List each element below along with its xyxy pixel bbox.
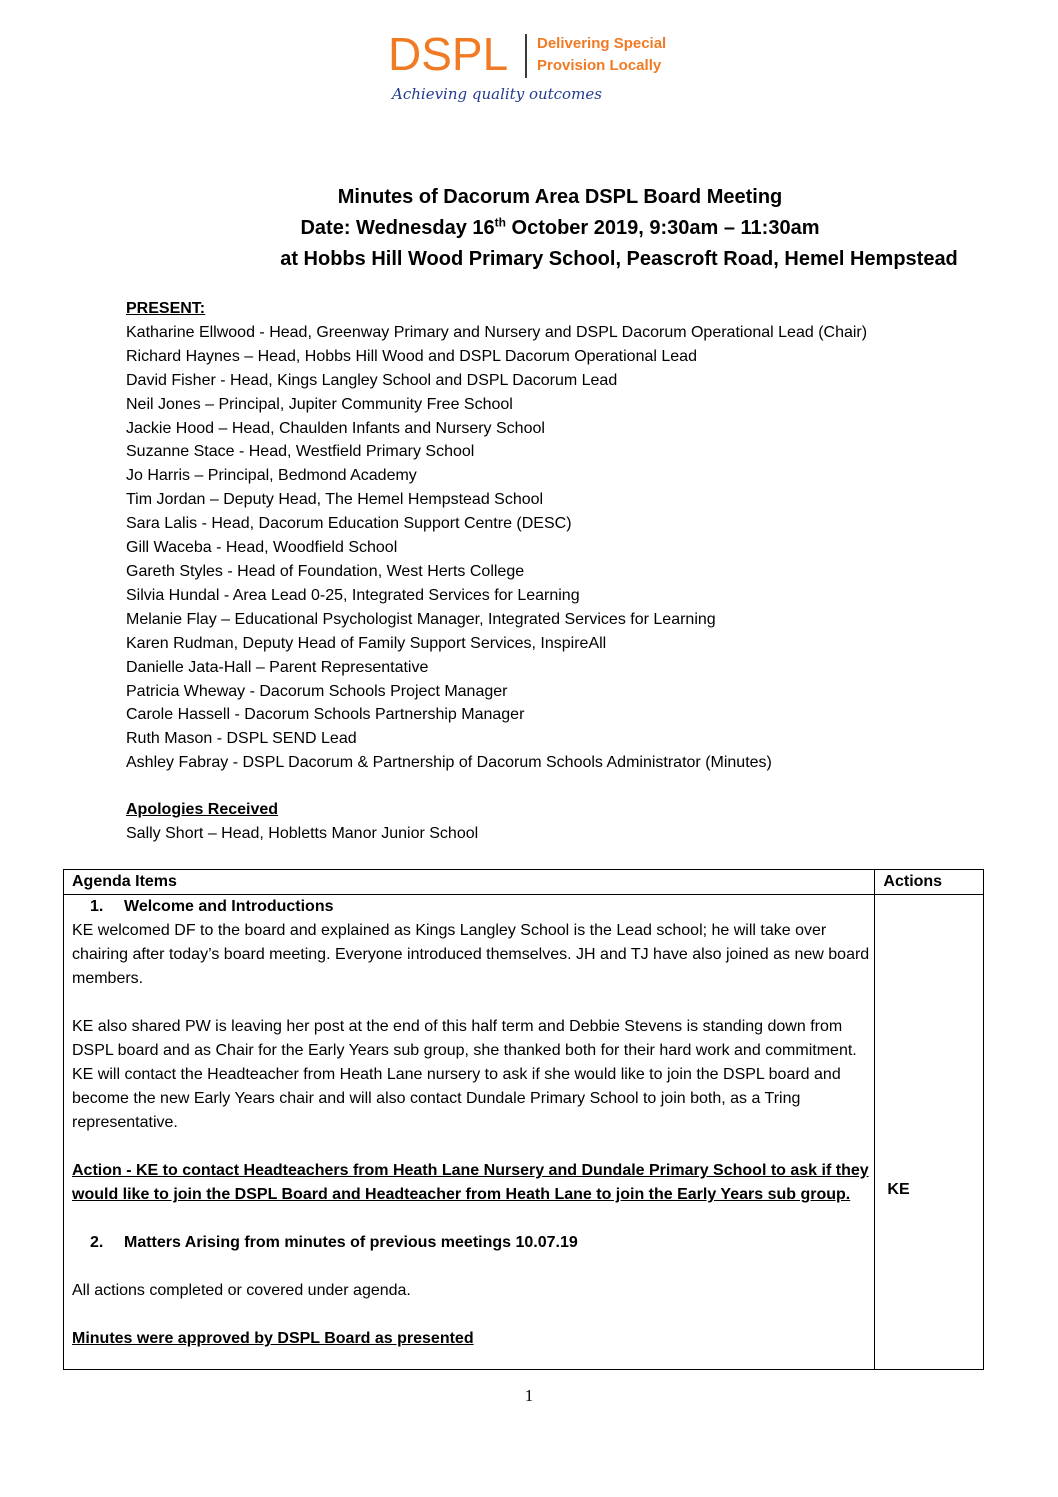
attendee: Sara Lalis - Head, Dacorum Education Support Centre (DESC): [126, 515, 572, 533]
agenda-items-header: Agenda Items: [64, 870, 875, 895]
agenda-item-2-number: 2.: [90, 1234, 104, 1251]
attendee: David Fisher - Head, Kings Langley School and DSPL Dacorum Lead: [126, 371, 618, 389]
agenda-item-2-title-text: Matters Arising from minutes of previous meetings 10.07.19: [124, 1234, 578, 1251]
title-line-1: Minutes of Dacorum Area DSPL Board Meeting: [337, 186, 783, 208]
logo-subtitle-line2: Provision Locally: [537, 57, 662, 74]
agenda-table: [63, 869, 984, 1370]
attendee: Richard Haynes – Head, Hobbs Hill Wood and DSPL Dacorum Operational Lead: [126, 347, 697, 365]
action-owner: KE: [887, 1181, 910, 1198]
logo-wordmark: DSPL: [388, 28, 509, 80]
attendee: Ruth Mason - DSPL SEND Lead: [126, 730, 357, 748]
present-heading: PRESENT:: [126, 300, 206, 317]
actions-header: Actions: [875, 870, 984, 895]
agenda-header-row: [64, 870, 984, 895]
agenda-item-1-paragraph-2: KE also shared PW is leaving her post at the end of this half term and Debbie Stevens is standing down from DSPL board and as Chair for the Early Years sub group, she thanked both for their hard work and commitment. KE will contact the Headteacher from Heath Lane nursery to ask if she would like to join the DSPL board and become the new Early Years chair and will also contact Dundale Primary School to join both, as a Tring representative.: [72, 1018, 857, 1131]
attendee: Jackie Hood – Head, Chaulden Infants and Nursery School: [126, 419, 545, 437]
title-line-2: [100, 213, 1020, 244]
attendee: Silvia Hundal - Area Lead 0-25, Integrated Services for Learning: [126, 586, 580, 604]
agenda-items-cell: [64, 895, 875, 1370]
agenda-item-1-title: [72, 895, 870, 919]
spacer: [72, 1135, 870, 1159]
title-date-suffix: th: [494, 215, 506, 230]
spacer: [72, 1207, 870, 1231]
attendee: Patricia Wheway - Dacorum Schools Project Manager: [126, 682, 508, 700]
agenda-item-2-approval: Minutes were approved by DSPL Board as presented: [72, 1330, 474, 1347]
agenda-item-1-action: Action - KE to contact Headteachers from Heath Lane Nursery and Dundale Primary School to ask if they would like to join the DSPL Board and Headteacher from Heath Lane to join the Early Years sub group.: [72, 1162, 869, 1203]
dspl-logo: [388, 28, 688, 110]
apology-name: Sally Short – Head, Hobletts Manor Junior School: [126, 825, 479, 842]
attendee: Karen Rudman, Deputy Head of Family Support Services, InspireAll: [126, 634, 607, 652]
attendee: Gill Waceba - Head, Woodfield School: [126, 539, 398, 557]
agenda-body-row: [64, 895, 984, 1370]
page-number: 1: [524, 1386, 534, 1405]
actions-cell: [875, 895, 984, 1370]
agenda-item-1-paragraph-1: KE welcomed DF to the board and explained as Kings Langley School is the Lead school; he will take over chairing after today’s board meeting. Everyone introduced themselves. JH and TJ have also joined as new board members.: [72, 922, 870, 987]
attendee: Ashley Fabray - DSPL Dacorum & Partnership of Dacorum Schools Administrator (Minutes): [126, 754, 772, 772]
logo-tagline: Achieving quality outcomes: [392, 85, 602, 103]
attendee: Neil Jones – Principal, Jupiter Community Free School: [126, 395, 513, 413]
logo-divider: [525, 34, 527, 78]
spacer: [72, 1255, 870, 1279]
agenda-item-2-paragraph-1: All actions completed or covered under agenda.: [72, 1282, 411, 1299]
attendee: Gareth Styles - Head of Foundation, West Herts College: [126, 562, 525, 580]
document-title: [100, 182, 1020, 275]
agenda-item-1-number: 1.: [90, 898, 104, 915]
attendee: Tim Jordan – Deputy Head, The Hemel Hempstead School: [126, 491, 544, 509]
logo-subtitle-line1: Delivering Special: [537, 35, 667, 52]
agenda-item-2-title: [72, 1231, 870, 1255]
title-date-rest: October 2019, 9:30am – 11:30am: [505, 217, 820, 239]
attendee: Katharine Ellwood - Head, Greenway Primary and Nursery and DSPL Dacorum Operational Lead (Chair): [126, 323, 868, 341]
present-section: [126, 297, 1006, 775]
agenda-item-1-title-text: Welcome and Introductions: [124, 898, 334, 915]
attendee: Jo Harris – Principal, Bedmond Academy: [126, 467, 417, 485]
spacer: [72, 991, 870, 1015]
attendee: Suzanne Stace - Head, Westfield Primary School: [126, 443, 475, 461]
attendee-list: [126, 321, 1006, 775]
attendee: Carole Hassell - Dacorum Schools Partnership Manager: [126, 706, 525, 724]
spacer: [72, 1303, 870, 1327]
apologies-heading: Apologies Received: [126, 801, 279, 818]
title-line-3: at Hobbs Hill Wood Primary School, Peascroft Road, Hemel Hempstead: [280, 248, 958, 270]
apologies-section: [126, 798, 1006, 846]
attendee: Melanie Flay – Educational Psychologist Manager, Integrated Services for Learning: [126, 610, 716, 628]
title-date-prefix: Date: Wednesday 16: [300, 217, 495, 239]
attendee: Danielle Jata-Hall – Parent Representative: [126, 658, 429, 676]
